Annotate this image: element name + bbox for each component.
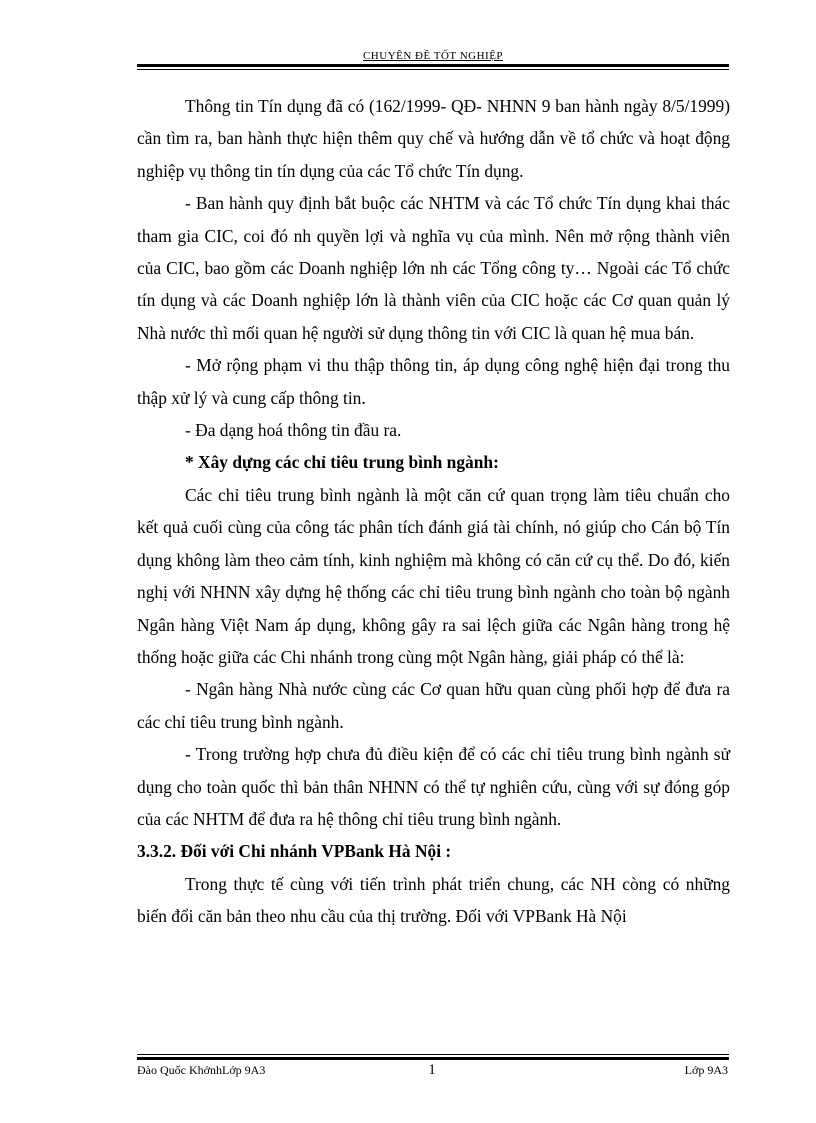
body-text bbox=[137, 90, 730, 933]
header-title: CHUYÊN ĐỀ TỐT NGHIỆP bbox=[362, 50, 504, 62]
footer-class: Lớp 9A3 bbox=[684, 1063, 728, 1077]
paragraph-cic-regulation: Thông tin Tín dụng đã có (162/1999- QĐ- NHNN 9 ban hành ngày 8/5/1999) cần tìm ra, ban hành thực hiện thêm quy chế và hướng dẫn về tổ chức và hoạt động nghiệp vụ thông tin tín dụng của các Tổ chức Tín dụng. bbox=[137, 96, 730, 181]
footer-rule-thin bbox=[137, 1054, 729, 1055]
paragraph-industry-averages: Các chỉ tiêu trung bình ngành là một căn cứ quan trọng làm tiêu chuẩn cho kết quả cuối cùng của công tác phân tích đánh giá tài chính, nó giúp cho Cán bộ Tín dụng không làm theo cảm tính, kinh nghiệm mà không có căn cứ cụ thể. Do đó, kiến nghị với NHNN xây dựng hệ thống các chỉ tiêu trung bình ngành cho toàn bộ ngành Ngân hàng Việt Nam áp dụng, không gây ra sai lệch giữa các Ngân hàng trong hệ thống hoặc giữa các Chi nhánh trong cùng một Ngân hàng, giải pháp có thể là: bbox=[137, 484, 730, 667]
header-rule-thin bbox=[137, 69, 729, 70]
footer-author: Đào Quốc KhởnhLớp 9A3 bbox=[137, 1063, 266, 1077]
paragraph-vpbank-practice: Trong thực tế cùng với tiến trình phát triển chung, các NH còng có những biến đổi căn bản theo nhu cầu của thị trường. Đối với VPBank Hà Nội bbox=[137, 873, 730, 927]
subheading-industry-averages: * Xây dựng các chỉ tiêu trung bình ngành: bbox=[185, 452, 499, 473]
section-heading-vpbank: 3.3.2. Đối với Chi nhánh VPBank Hà Nội : bbox=[137, 841, 452, 862]
header-rule bbox=[137, 64, 729, 67]
footer-rule bbox=[137, 1057, 729, 1060]
paragraph-expand-scope: - Mở rộng phạm vi thu thập thông tin, áp dụng công nghệ hiện đại trong thu thập xử lý và cung cấp thông tin. bbox=[137, 355, 730, 408]
paragraph-self-research: - Trong trường hợp chưa đủ điều kiện để có các chỉ tiêu trung bình ngành sử dụng cho toàn quốc thì bản thân NHNN có thể tự nghiên cứu, cùng với sự đóng góp của các NHTM để đưa ra hệ thông chỉ tiêu trung bình ngành. bbox=[137, 744, 730, 829]
paragraph-mandatory-participation: - Ban hành quy định bắt buộc các NHTM và các Tổ chức Tín dụng khai thác tham gia CIC, coi đó nh quyền lợi và nghĩa vụ của mình. Nên mở rộng thành viên của CIC, bao gồm các Doanh nghiệp lớn nh các Tổng công ty… Ngoài các Tổ chức tín dụng và các Doanh nghiệp lớn là thành viên của CIC hoặc các Cơ quan quản lý Nhà nước thì mối quan hệ người sử dụng thông tin với CIC là quan hệ mua bán. bbox=[137, 193, 730, 343]
paragraph-state-bank-coordination: - Ngân hàng Nhà nước cùng các Cơ quan hữu quan cùng phối hợp để đưa ra các chỉ tiêu trung bình ngành. bbox=[137, 679, 730, 732]
page-number: 1 bbox=[428, 1062, 436, 1078]
paragraph-diversify-output: - Đa dạng hoá thông tin đầu ra. bbox=[185, 420, 402, 441]
